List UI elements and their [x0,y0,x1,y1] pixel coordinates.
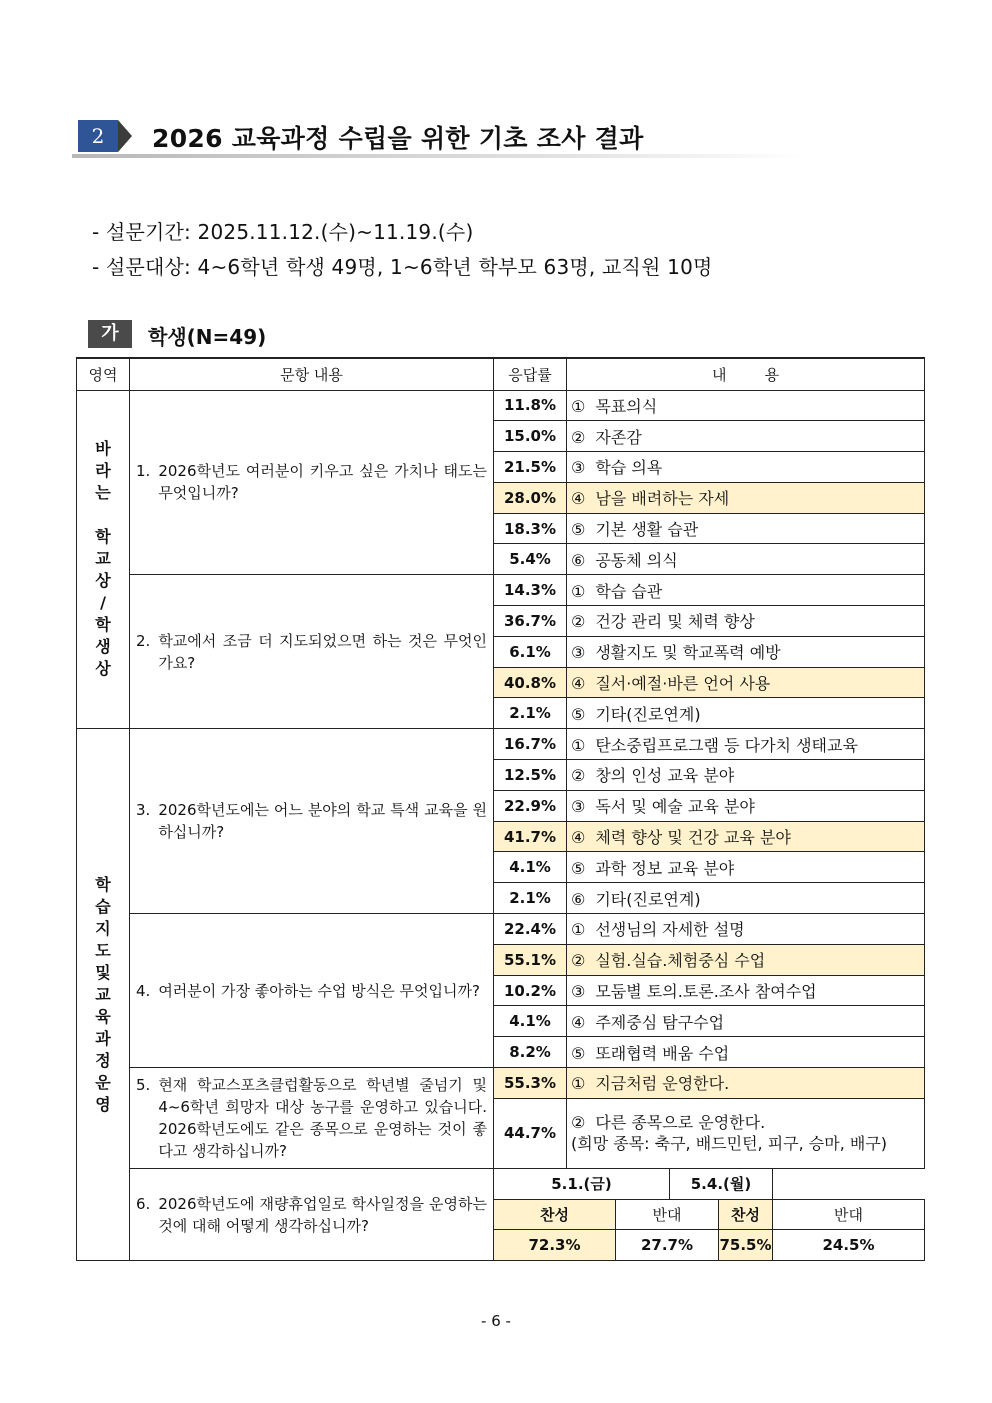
survey-target: - 설문대상: 4~6학년 학생 49명, 1~6학년 학부모 63명, 교직원 10명 [92,255,713,279]
option-number: ③ [571,797,586,817]
question-cell [130,1068,494,1169]
area-char: 라 [95,461,111,481]
section-title: 2026 교육과정 수립을 위한 기초 조사 결과 [152,124,644,153]
option-number: ② [571,766,586,786]
option-number: ⑤ [571,858,586,878]
option-cell [567,760,925,791]
option-cell [567,729,925,760]
vote-value: 24.5% [773,1230,925,1261]
response-rate: 40.8% [494,667,567,698]
page-number: - 6 - [481,1312,511,1330]
option-number: ② [571,1113,586,1133]
option-label: 실험.실습.체험중심 수업 [595,951,766,971]
area-char: 생 [95,637,111,657]
option-label: 모둠별 토의.토론.조사 참여수업 [595,982,817,1002]
response-rate: 36.7% [494,606,567,637]
question [136,1074,487,1162]
option-cell [567,1037,925,1068]
question-cell [130,914,494,1068]
option-label: 생활지도 및 학교폭력 예방 [595,643,781,663]
section-number-badge: 2 [78,120,118,152]
response-rate: 6.1% [494,636,567,667]
response-rate: 22.4% [494,914,567,945]
area-char: 영 [95,1094,111,1114]
option-number: ④ [571,828,586,848]
option-cell [567,1068,925,1099]
option-cell [567,1098,925,1168]
survey-period: - 설문기간: 2025.11.12.(수)~11.19.(수) [92,220,474,244]
question [136,1193,487,1237]
option-number: ④ [571,489,586,509]
option-number: ③ [571,643,586,663]
area-char [77,504,129,526]
option-number: ③ [571,982,586,1002]
vote-label: 찬성 [494,1199,616,1230]
response-rate: 5.4% [494,544,567,575]
area-char: 및 [95,962,111,982]
response-rate: 44.7% [494,1098,567,1168]
option-label: 공동체 의식 [595,550,678,570]
option-cell [567,1006,925,1037]
option-label: 독서 및 예술 교육 분야 [595,797,755,817]
section-heading [72,112,812,162]
option-number: ① [571,1074,586,1094]
area-char: 상 [95,571,111,591]
option-cell [567,606,925,637]
response-rate: 4.1% [494,852,567,883]
area-char: 는 [95,483,111,503]
option-label: 남을 배려하는 자세 [595,489,730,509]
option-label: 지금처럼 운영한다. [595,1074,730,1094]
response-rate: 55.1% [494,944,567,975]
option-label: 창의 인성 교육 분야 [595,766,735,786]
vote-label: 찬성 [719,1199,773,1230]
option-cell [567,667,925,698]
option-label: 다른 종목으로 운영한다. [595,1113,766,1133]
option-cell [567,636,925,667]
response-rate: 11.8% [494,390,567,421]
option-number: ② [571,612,586,632]
option-label: 기타(진로연계) [595,704,701,724]
area-cell [77,729,130,1261]
area-char: 과 [95,1028,111,1048]
option-number: ② [571,427,586,447]
option-cell [567,513,925,544]
area-char: 도 [95,940,111,960]
option-cell [567,452,925,483]
option-label: 자존감 [595,427,642,447]
option-label: 학습 의욕 [595,458,663,478]
area-char: 정 [95,1050,111,1070]
option-cell [567,975,925,1006]
response-rate: 41.7% [494,821,567,852]
option-cell [567,852,925,883]
option-label: 탄소중립프로그램 등 다가치 생태교육 [595,735,858,755]
area-char: 지 [95,918,111,938]
header-content: 내 용 [567,358,925,390]
vote-label: 반대 [773,1199,925,1230]
question-number: 2. [136,631,151,650]
header-response-rate: 응답률 [494,358,567,390]
option-cell [567,390,925,421]
question-text: 학교에서 조금 더 지도되었으면 하는 것은 무엇인가요? [158,631,487,672]
question [136,460,487,504]
table-row [77,390,925,421]
vote-value: 75.5% [719,1230,773,1261]
question-number: 5. [136,1075,151,1094]
area-char: 학 [95,527,111,547]
header-question: 문항 내용 [130,358,494,390]
question-text: 2026학년도에 재량휴업일로 학사일정을 운영하는 것에 대해 어떻게 생각하십니까? [158,1194,487,1235]
response-rate: 12.5% [494,760,567,791]
option-label: 체력 향상 및 건강 교육 분야 [595,828,791,848]
question [136,799,487,843]
question-number: 6. [136,1194,151,1213]
area-char: 학 [95,874,111,894]
option-cell [567,575,925,606]
option-number: ② [571,951,586,971]
survey-table [76,357,925,1261]
table-row [77,914,925,945]
area-cell [77,390,130,729]
question-cell [130,1168,494,1260]
question-number: 4. [136,981,151,1000]
option-label: 기타(진로연계) [595,889,701,909]
table-row [77,1068,925,1099]
area-char: 학 [95,615,111,635]
vote-value: 27.7% [616,1230,719,1261]
response-rate: 16.7% [494,729,567,760]
area-char: 운 [95,1072,111,1092]
question-text: 2026학년도 여러분이 키우고 싶은 가치나 태도는 무엇입니까? [158,462,487,503]
option-cell [567,914,925,945]
vote-value: 72.3% [494,1230,616,1261]
option-number: ① [571,920,586,940]
option-number: ⑤ [571,704,586,724]
option-label: 또래협력 배움 수업 [595,1043,730,1063]
option-label: 목표의식 [595,396,658,416]
area-char: 육 [95,1006,111,1026]
response-rate: 22.9% [494,790,567,821]
date-header: 5.1.(금) [494,1168,670,1199]
option-number: ⑤ [571,1043,586,1063]
option-label: 건강 관리 및 체력 향상 [595,612,755,632]
area-char: / [100,593,106,613]
option-cell [567,482,925,513]
table-row [77,1168,925,1199]
option-cell [567,421,925,452]
response-rate: 2.1% [494,698,567,729]
option-cell [567,944,925,975]
option-label: 주제중심 탐구수업 [595,1012,725,1032]
option-cell [567,790,925,821]
option-number: ④ [571,674,586,694]
option-label: 선생님의 자세한 설명 [595,920,745,940]
question-cell [130,729,494,914]
option-number: ① [571,581,586,601]
option-number: ⑥ [571,550,586,570]
area-char: 습 [95,896,111,916]
date-header: 5.4.(월) [670,1168,773,1199]
question-number: 3. [136,801,151,820]
question [136,630,487,674]
header-area: 영역 [77,358,130,390]
question [136,980,487,1002]
vote-label: 반대 [616,1199,719,1230]
option-label-detail: (희망 종목: 축구, 배드민턴, 피구, 승마, 배구) [571,1134,888,1154]
question-cell [130,390,494,575]
response-rate: 4.1% [494,1006,567,1037]
option-label: 기본 생활 습관 [595,520,699,540]
area-char: 교 [95,549,111,569]
response-rate: 28.0% [494,482,567,513]
response-rate: 2.1% [494,883,567,914]
response-rate: 18.3% [494,513,567,544]
option-number: ① [571,396,586,416]
option-number: ③ [571,458,586,478]
response-rate: 14.3% [494,575,567,606]
option-label: 과학 정보 교육 분야 [595,858,735,878]
option-number: ① [571,735,586,755]
response-rate: 8.2% [494,1037,567,1068]
table-row [77,575,925,606]
response-rate: 10.2% [494,975,567,1006]
option-number: ④ [571,1012,586,1032]
area-char: 바 [95,439,111,459]
area-char: 교 [95,984,111,1004]
response-rate: 55.3% [494,1068,567,1099]
option-cell [567,698,925,729]
response-rate: 21.5% [494,452,567,483]
table-header-row [77,358,925,390]
option-cell [567,883,925,914]
question-number: 1. [136,462,151,481]
question-text: 2026학년도에는 어느 분야의 학교 특색 교육을 원하십니까? [158,801,487,842]
option-cell [567,821,925,852]
area-char: 상 [95,659,111,679]
table-row [77,729,925,760]
option-label: 질서·예절·바른 언어 사용 [595,674,771,694]
option-number: ⑥ [571,889,586,909]
option-number: ⑤ [571,520,586,540]
question-text: 현재 학교스포츠클럽활동으로 학년별 줄넘기 및 4~6학년 희망자 대상 농구를 운영하고 있습니다. 2026학년도에도 같은 종목으로 운영하는 것이 좋다고 생각하십니까? [158,1075,487,1160]
subsection-badge: 가 [88,320,132,348]
subsection-title: 학생(N=49) [148,325,267,349]
question-text: 여러분이 가장 좋아하는 수업 방식은 무엇입니까? [158,981,480,1000]
option-label: 학습 습관 [595,581,663,601]
response-rate: 15.0% [494,421,567,452]
option-cell [567,544,925,575]
question-cell [130,575,494,729]
